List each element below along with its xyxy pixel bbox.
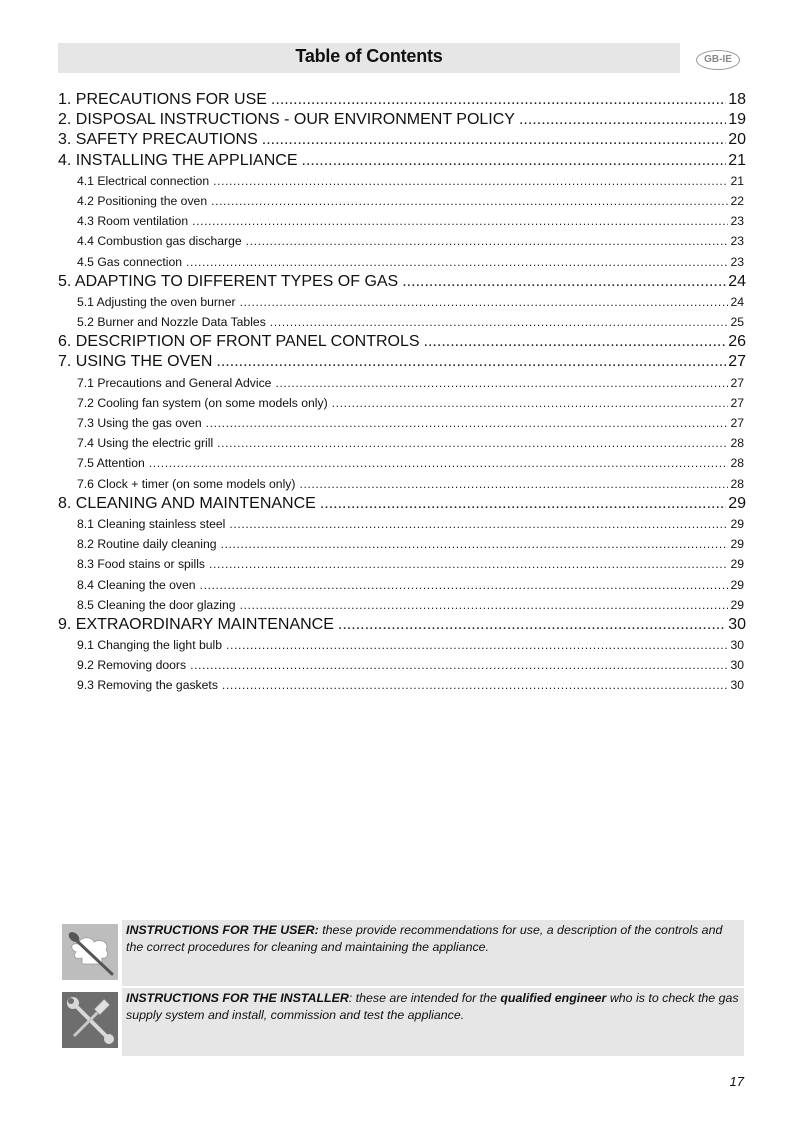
toc-entry-page: 21 [730, 173, 744, 188]
toc-leader-dots [240, 595, 729, 615]
installer-instructions [58, 988, 746, 1056]
toc-entry-label: 8.5 Cleaning the door glazing [77, 597, 236, 612]
toc-entry-page: 27 [730, 416, 744, 430]
toc-subsection[interactable] [58, 554, 746, 574]
toc-leader-dots [240, 292, 729, 312]
toc-entry-label: 4.4 Combustion gas discharge [77, 234, 242, 249]
toc-leader-dots [192, 211, 728, 231]
toc-entry-label: 5.1 Adjusting the oven burner [77, 294, 236, 309]
toc-section[interactable] [58, 615, 746, 635]
toc-leader-dots [211, 191, 728, 211]
toc-entry-page: 29 [730, 577, 744, 592]
toc-section[interactable] [58, 90, 746, 110]
toc-leader-dots [402, 272, 726, 292]
toc-entry-page: 24 [728, 272, 746, 290]
toc-leader-dots [186, 252, 728, 272]
toc-subsection[interactable] [58, 675, 746, 695]
installer-instructions-heading: INSTRUCTIONS FOR THE INSTALLER [126, 991, 349, 1005]
toc-section[interactable] [58, 272, 746, 292]
header-bar [58, 43, 680, 73]
toc-leader-dots [271, 90, 726, 110]
toc-leader-dots [209, 554, 728, 574]
installer-instructions-body-2: who is to check the gas supply system and install, commission and test the appliance. [126, 991, 739, 1022]
toc-leader-dots [221, 534, 729, 554]
toc-entry-page: 25 [730, 315, 744, 330]
toc-entry-label: 8.4 Cleaning the oven [77, 577, 196, 592]
toc-entry-page: 30 [730, 658, 744, 673]
toc-entry-page: 28 [730, 476, 744, 491]
toc-entry-label: 7.3 Using the gas oven [77, 416, 202, 430]
toc-entry-label: 9.2 Removing doors [77, 658, 187, 673]
toc-entry-label: 9.1 Changing the light bulb [77, 638, 223, 653]
toc-entry-page: 22 [730, 193, 744, 208]
tools-icon [62, 992, 118, 1048]
toc-subsection[interactable] [58, 191, 746, 211]
toc-entry-page: 29 [730, 557, 744, 572]
toc-entry-page: 23 [730, 234, 744, 249]
toc-leader-dots [213, 171, 728, 191]
toc-entry-page: 30 [728, 615, 746, 633]
toc-entry-page: 23 [730, 254, 744, 269]
toc-subsection[interactable] [58, 575, 746, 595]
toc-section[interactable] [58, 352, 746, 372]
toc-entry-label: 7.4 Using the electric grill [77, 436, 214, 451]
toc-leader-dots [216, 352, 726, 372]
toc-leader-dots [149, 453, 729, 473]
installer-instructions-body-1: : these are intended for the [348, 991, 501, 1005]
toc-entry-label: 4.5 Gas connection [77, 254, 183, 269]
toc-section[interactable] [58, 130, 746, 150]
toc-leader-dots [229, 514, 728, 534]
toc-subsection[interactable] [58, 393, 746, 413]
toc-leader-dots [519, 110, 726, 130]
page-number: 17 [729, 1074, 744, 1089]
toc-subsection[interactable] [58, 534, 746, 554]
user-instructions-text [122, 920, 744, 986]
toc-subsection[interactable] [58, 231, 746, 251]
toc-entry-label: 4. INSTALLING THE APPLIANCE [58, 151, 298, 169]
toc-leader-dots [206, 413, 729, 433]
toc-entry-page: 21 [728, 151, 746, 169]
toc-entry-label: 6. DESCRIPTION OF FRONT PANEL CONTROLS [58, 333, 420, 351]
toc-leader-dots [332, 393, 729, 413]
toc-subsection[interactable] [58, 211, 746, 231]
language-badge: GB-IE [696, 50, 740, 70]
toc-entry-page: 28 [730, 436, 744, 451]
toc-entry-label: 7. USING THE OVEN [58, 353, 213, 371]
toc-subsection[interactable] [58, 635, 746, 655]
toc-subsection[interactable] [58, 474, 746, 494]
user-instructions-heading: INSTRUCTIONS FOR THE USER: [126, 923, 319, 937]
toc-entry-label: 7.2 Cooling fan system (on some models only) [77, 395, 328, 410]
toc-leader-dots [246, 231, 729, 251]
toc-section[interactable] [58, 332, 746, 352]
toc-subsection[interactable] [58, 292, 746, 312]
toc-entry-page: 29 [730, 537, 744, 552]
toc-leader-dots [302, 151, 727, 171]
toc-subsection[interactable] [58, 514, 746, 534]
toc-leader-dots [270, 312, 729, 332]
toc-entry-label: 7.1 Precautions and General Advice [77, 375, 272, 390]
table-of-contents [58, 90, 746, 696]
toc-entry-page: 20 [728, 131, 746, 149]
toc-leader-dots [262, 130, 726, 150]
toc-entry-label: 1. PRECAUTIONS FOR USE [58, 91, 267, 108]
toc-entry-page: 19 [728, 111, 746, 129]
toc-entry-label: 7.6 Clock + timer (on some models only) [77, 476, 296, 491]
toc-entry-page: 27 [730, 375, 744, 390]
qualified-engineer-emphasis: qualified engineer [500, 991, 607, 1005]
toc-entry-page: 29 [728, 494, 746, 512]
toc-entry-label: 8.3 Food stains or spills [77, 557, 206, 572]
toc-subsection[interactable] [58, 655, 746, 675]
toc-leader-dots [226, 635, 728, 655]
toc-entry-page: 23 [730, 214, 744, 229]
toc-entry-label: 2. DISPOSAL INSTRUCTIONS - OUR ENVIRONMENT POLICY [58, 111, 515, 129]
toc-entry-label: 4.2 Positioning the oven [77, 193, 208, 208]
toc-entry-label: 5. ADAPTING TO DIFFERENT TYPES OF GAS [58, 272, 399, 290]
toc-leader-dots [299, 474, 728, 494]
toc-subsection[interactable] [58, 312, 746, 332]
toc-entry-page: 27 [730, 395, 744, 410]
toc-leader-dots [222, 675, 729, 695]
toc-entry-page: 28 [730, 456, 744, 471]
toc-entry-page: 24 [730, 294, 744, 309]
toc-section[interactable] [58, 151, 746, 171]
toc-leader-dots [338, 615, 726, 635]
toc-leader-dots [200, 575, 729, 595]
toc-entry-label: 9. EXTRAORDINARY MAINTENANCE [58, 615, 334, 633]
toc-entry-page: 29 [730, 516, 744, 531]
toc-entry-page: 18 [728, 91, 746, 108]
page-title: Table of Contents [295, 46, 443, 66]
toc-entry-label: 7.5 Attention [77, 456, 145, 471]
toc-entry-page: 26 [728, 333, 746, 351]
toc-leader-dots [217, 433, 728, 453]
toc-entry-label: 8.1 Cleaning stainless steel [77, 516, 226, 531]
toc-section[interactable] [58, 110, 746, 130]
toc-entry-label: 8.2 Routine daily cleaning [77, 537, 217, 552]
toc-leader-dots [320, 494, 726, 514]
toc-entry-page: 29 [730, 597, 744, 612]
toc-subsection[interactable] [58, 433, 746, 453]
toc-entry-page: 30 [730, 638, 744, 653]
toc-entry-label: 4.1 Electrical connection [77, 173, 210, 188]
toc-subsection[interactable] [58, 453, 746, 473]
user-instructions-body: these provide recommendations for use, a description of the controls and the correct procedures for cleaning and maintaining the appliance. [126, 923, 723, 954]
toc-entry-label: 4.3 Room ventilation [77, 214, 189, 229]
toc-leader-dots [275, 373, 728, 393]
toc-entry-label: 3. SAFETY PRECAUTIONS [58, 131, 258, 149]
toc-entry-page: 27 [728, 353, 746, 371]
toc-subsection[interactable] [58, 373, 746, 393]
toc-subsection[interactable] [58, 252, 746, 272]
toc-entry-label: 9.3 Removing the gaskets [77, 678, 218, 693]
installer-instructions-text [122, 988, 744, 1056]
toc-entry-label: 8. CLEANING AND MAINTENANCE [58, 494, 316, 512]
toc-subsection[interactable] [58, 171, 746, 191]
user-instructions [58, 920, 746, 986]
toc-entry-page: 30 [730, 678, 744, 693]
chef-spoon-icon [62, 924, 118, 980]
toc-entry-label: 5.2 Burner and Nozzle Data Tables [77, 315, 266, 330]
toc-leader-dots [190, 655, 728, 675]
toc-subsection[interactable] [58, 413, 746, 433]
toc-section[interactable] [58, 494, 746, 514]
toc-leader-dots [424, 332, 727, 352]
toc-subsection[interactable] [58, 595, 746, 615]
